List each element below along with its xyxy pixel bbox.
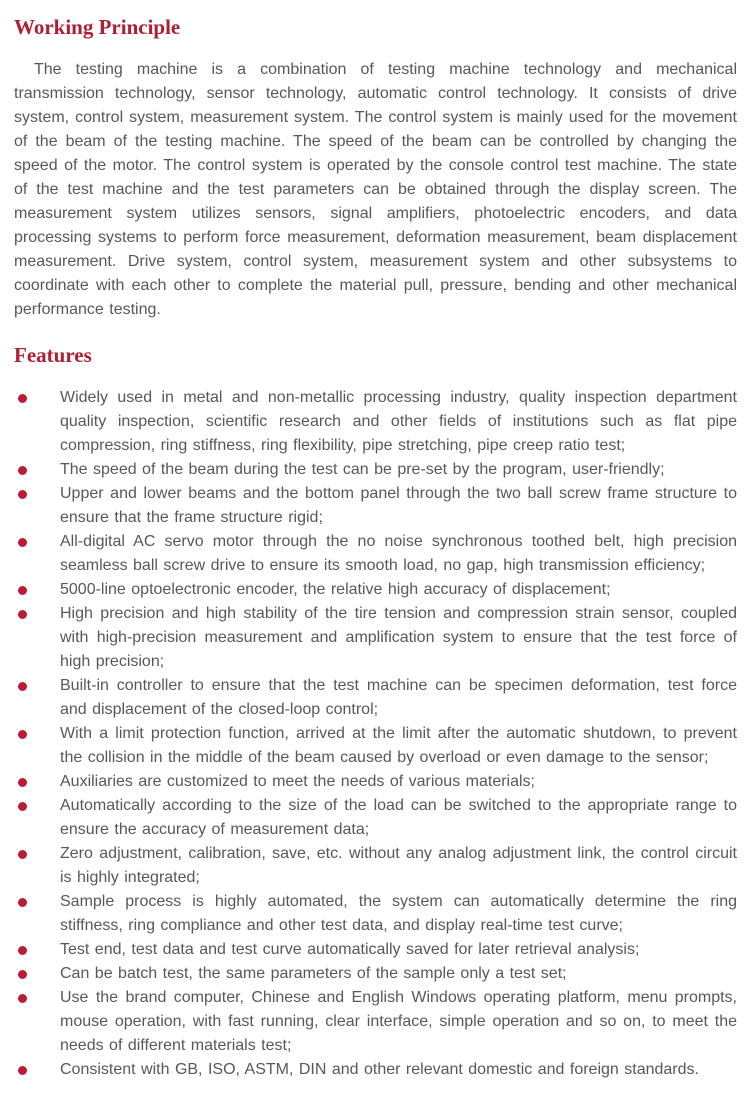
feature-item — [14, 1058, 737, 1082]
features-list — [14, 386, 737, 1082]
feature-item-text: Consistent with GB, ISO, ASTM, DIN and other relevant domestic and foreign standards. — [60, 1061, 699, 1078]
feature-item — [14, 602, 737, 674]
feature-item — [14, 770, 737, 794]
feature-item-text: The speed of the beam during the test can be pre-set by the program, user-friendly; — [60, 461, 665, 478]
bullet-icon — [18, 850, 27, 859]
feature-item-text: Upper and lower beams and the bottom panel through the two ball screw frame structure to ensure that the frame structure rigid; — [60, 485, 737, 526]
feature-item — [14, 674, 737, 722]
feature-item — [14, 962, 737, 986]
bullet-icon — [18, 466, 27, 475]
bullet-icon — [18, 778, 27, 787]
feature-item-text: With a limit protection function, arrived at the limit after the automatic shutdown, to prevent the collision in the middle of the beam caused by overload or even damage to the sensor; — [60, 725, 737, 766]
bullet-icon — [18, 586, 27, 595]
section-title-working-principle: Working Principle — [14, 15, 181, 39]
feature-item — [14, 482, 737, 530]
feature-item — [14, 722, 737, 770]
bullet-icon — [18, 802, 27, 811]
feature-item — [14, 386, 737, 458]
feature-item-text: Auxiliaries are customized to meet the needs of various materials; — [60, 773, 535, 790]
bullet-icon — [18, 994, 27, 1003]
bullet-icon — [18, 970, 27, 979]
feature-item — [14, 530, 737, 578]
feature-item-text: Sample process is highly automated, the system can automatically determine the ring stiffness, ring compliance and other test data, and display real-time test curve; — [60, 893, 737, 934]
working-principle-paragraph: The testing machine is a combination of testing machine technology and mechanical transmission technology, sensor technology, automatic control technology. It consists of drive system, control system, measurement system. The control system is mainly used for the movement of the beam of the testing machine. The speed of the beam can be controlled by changing the speed of the motor. The control system is operated by the console control test machine. The state of the test machine and the test parameters can be obtained through the display screen. The measurement system utilizes sensors, signal amplifiers, photoelectric encoders, and data processing systems to perform force measurement, deformation measurement, beam displacement measurement. Drive system, control system, measurement system and other subsystems to coordinate with each other to complete the material pull, pressure, bending and other mechanical performance testing. — [14, 61, 737, 318]
feature-item-text: All-digital AC servo motor through the no noise synchronous toothed belt, high precision seamless ball screw drive to ensure its smooth load, no gap, high transmission efficiency; — [60, 533, 737, 574]
feature-item — [14, 578, 737, 602]
feature-item-text: Test end, test data and test curve automatically saved for later retrieval analysis; — [60, 941, 640, 958]
bullet-icon — [18, 1066, 27, 1075]
feature-item-text: Zero adjustment, calibration, save, etc. without any analog adjustment link, the control circuit is highly integrated; — [60, 845, 737, 886]
feature-item-text: 5000-line optoelectronic encoder, the relative high accuracy of displacement; — [60, 581, 611, 598]
feature-item-text: Built-in controller to ensure that the test machine can be specimen deformation, test force and displacement of the closed-loop control; — [60, 677, 737, 718]
feature-item — [14, 890, 737, 938]
feature-item — [14, 938, 737, 962]
bullet-icon — [18, 610, 27, 619]
section-title-features: Features — [14, 343, 92, 367]
feature-item-text: Automatically according to the size of the load can be switched to the appropriate range to ensure the accuracy of measurement data; — [60, 797, 737, 838]
feature-item-text: Widely used in metal and non-metallic processing industry, quality inspection department quality inspection, scientific research and other fields of institutions such as flat pipe compression, ring stiffness, ring flexibility, pipe stretching, pipe creep ratio test; — [60, 389, 737, 454]
feature-item — [14, 842, 737, 890]
bullet-icon — [18, 730, 27, 739]
feature-item-text: Can be batch test, the same parameters of the sample only a test set; — [60, 965, 567, 982]
feature-item-text: High precision and high stability of the tire tension and compression strain sensor, coupled with high-precision measurement and amplification system to ensure that the test force of high precision; — [60, 605, 737, 670]
bullet-icon — [18, 946, 27, 955]
bullet-icon — [18, 682, 27, 691]
bullet-icon — [18, 490, 27, 499]
bullet-icon — [18, 394, 27, 403]
feature-item — [14, 986, 737, 1058]
bullet-icon — [18, 538, 27, 547]
feature-item — [14, 458, 737, 482]
bullet-icon — [18, 898, 27, 907]
feature-item — [14, 794, 737, 842]
feature-item-text: Use the brand computer, Chinese and English Windows operating platform, menu prompts, mouse operation, with fast running, clear interface, simple operation and so on, to meet the needs of different materials test; — [60, 989, 737, 1054]
